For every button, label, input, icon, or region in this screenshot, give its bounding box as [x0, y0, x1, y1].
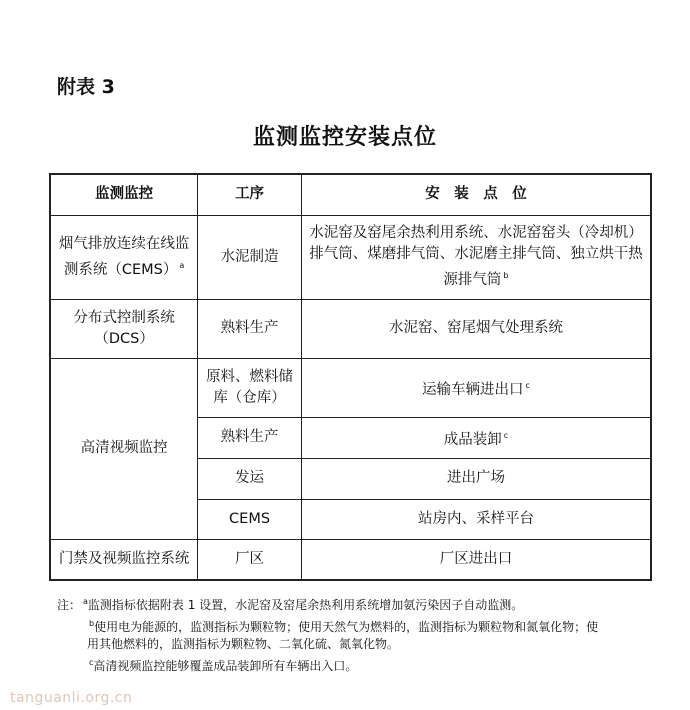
- cell-location: 站房内、采样平台: [301, 499, 651, 539]
- note-a: 注： $^a$监测指标依据附表 1 设置，水泥窑及窑尾余热利用系统增加氨污染因子自动监测。: [57, 597, 524, 612]
- cell-cems-system: 烟气排放连续在线监测系统（CEMS） $^a$: [50, 215, 198, 299]
- cell-location: 进出广场: [301, 458, 651, 499]
- note-b-continued: 用其他燃料的，监测指标为颗粒物、二氧化硫、氮氧化物。: [87, 637, 400, 651]
- watermark: tanguanli.org.cn: [10, 690, 133, 706]
- table-row: [50, 539, 651, 580]
- cell-location: 成品装卸 $^c$: [301, 417, 651, 458]
- note-c: $^c$高清视频监控能够覆盖成品装卸所有车辆出入口。: [89, 657, 358, 673]
- table-row: [50, 215, 651, 299]
- cell-location: 水泥窑及窑尾余热利用系统、水泥窑窑头（冷却机）排气筒、煤磨排气筒、水泥磨主排气筒、独立烘干热源排气筒 $^b$: [301, 215, 651, 299]
- cell-video-monitoring: 高清视频监控: [50, 358, 198, 539]
- header-monitoring: 监测监控: [50, 174, 198, 215]
- cell-process: 熟料生产: [198, 299, 302, 358]
- cell-process: 发运: [198, 458, 302, 499]
- table-notes: [57, 593, 657, 675]
- monitoring-table: [49, 173, 652, 581]
- annex-label: 附表 3: [57, 76, 115, 98]
- table-header-row: [50, 174, 651, 215]
- cell-process: 原料、燃料储库（仓库）: [198, 358, 302, 417]
- note-b: $^b$使用电为能源的，监测指标为颗粒物；使用天然气为燃料的，监测指标为颗粒物和氮氧化物；使: [89, 618, 599, 634]
- table-row: [50, 299, 651, 358]
- header-location: 安 装 点 位: [301, 174, 651, 215]
- page-title: 监测监控安装点位: [252, 125, 437, 150]
- cell-dcs-system: 分布式控制系统（DCS）: [50, 299, 198, 358]
- table-row: [50, 358, 651, 417]
- cell-process: CEMS: [198, 499, 302, 539]
- cell-process: 水泥制造: [198, 215, 302, 299]
- cell-process: 熟料生产: [198, 417, 302, 458]
- cell-location: 水泥窑、窑尾烟气处理系统: [301, 299, 651, 358]
- header-process: 工序: [198, 174, 302, 215]
- cell-location: 厂区进出口: [301, 539, 651, 580]
- cell-access-control-system: 门禁及视频监控系统: [50, 539, 198, 580]
- cell-location: 运输车辆进出口 $^c$: [301, 358, 651, 417]
- cell-process: 厂区: [198, 539, 302, 580]
